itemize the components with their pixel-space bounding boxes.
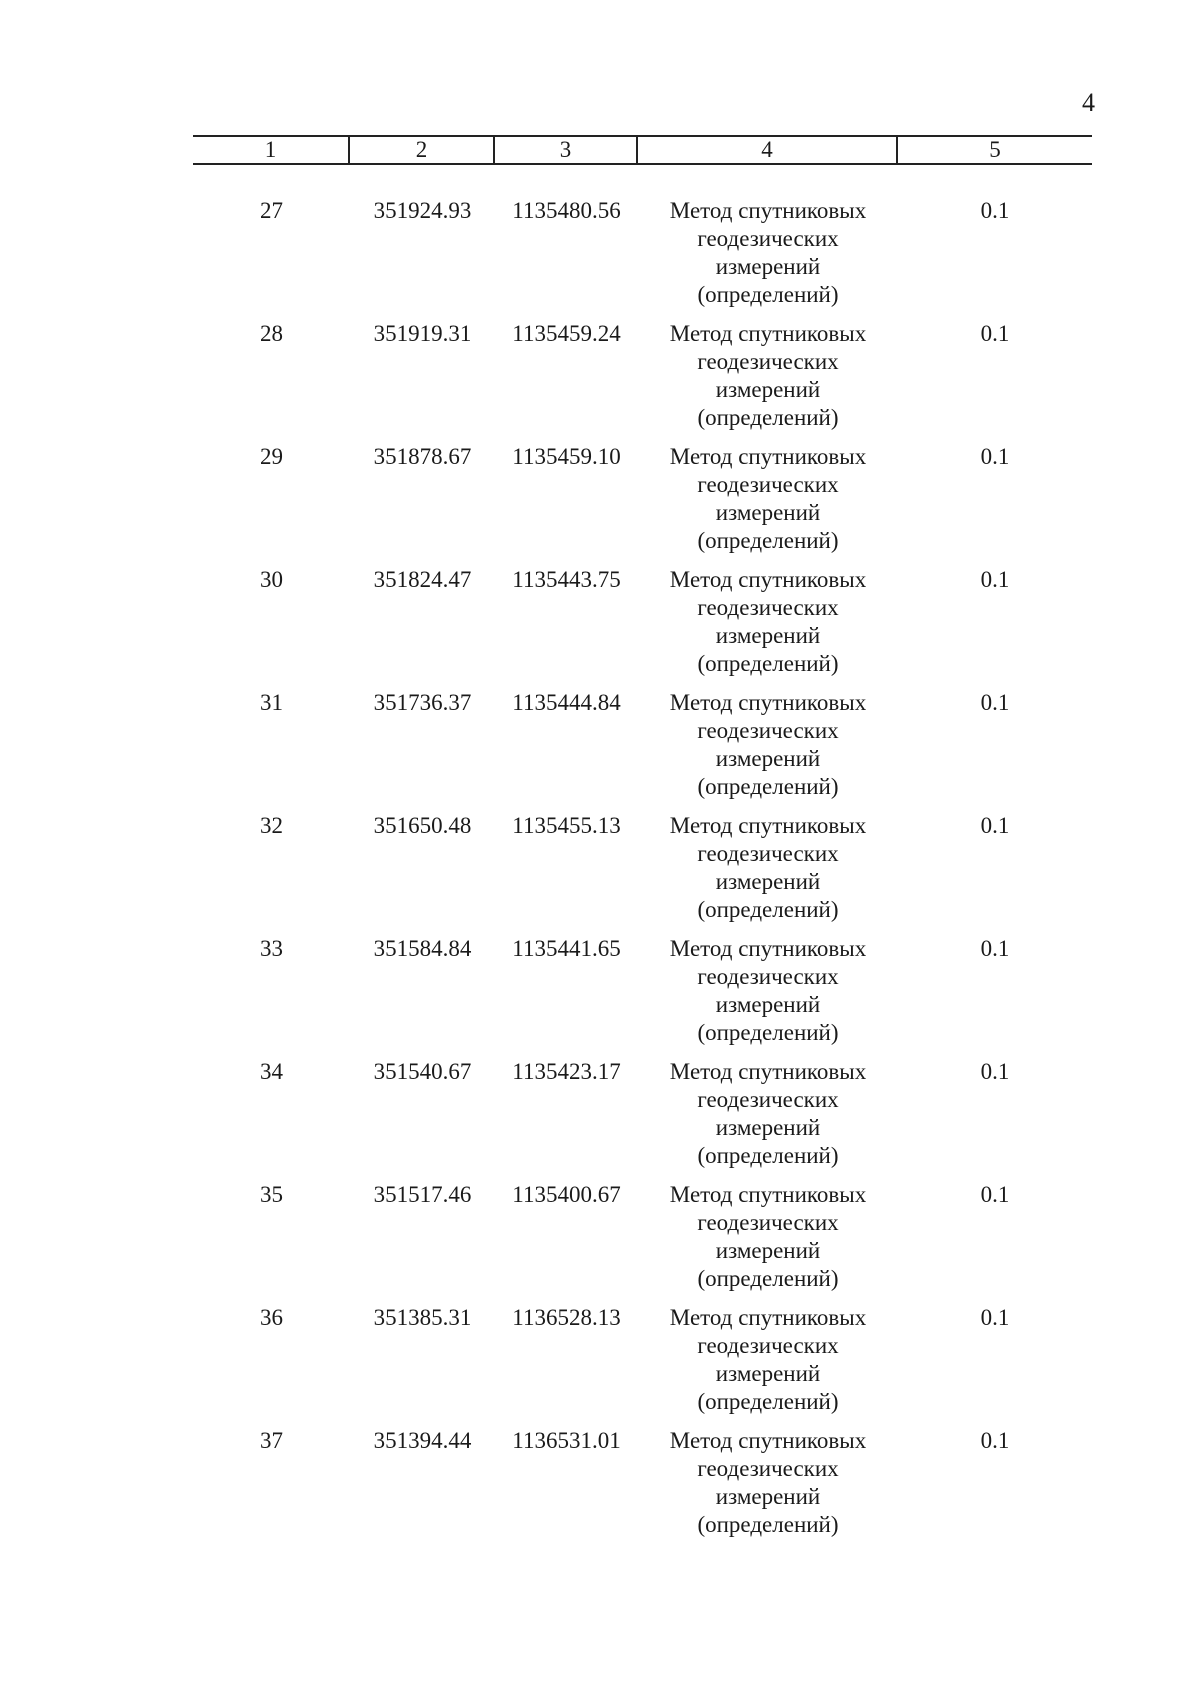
table-row — [193, 689, 1092, 812]
method-cell — [638, 566, 898, 689]
point-number: 29 — [260, 444, 283, 469]
method-line: измерений — [715, 377, 821, 402]
accuracy: 0.1 — [980, 936, 1010, 961]
method-line: измерений — [715, 500, 821, 525]
method-line: Метод спутниковых — [669, 1182, 867, 1207]
table-row — [193, 935, 1092, 1058]
coordinate-y: 1135444.84 — [512, 690, 621, 715]
method-line: геодезических — [697, 1210, 839, 1235]
method-line: (определений) — [697, 528, 839, 553]
method-line: Метод спутниковых — [669, 813, 867, 838]
method-line: измерений — [715, 992, 821, 1017]
method-line: Метод спутниковых — [669, 936, 867, 961]
method-line: измерений — [715, 623, 821, 648]
coordinate-x: 351584.84 — [373, 936, 472, 961]
method-cell — [638, 1058, 898, 1181]
coordinate-x: 351517.46 — [373, 1182, 472, 1207]
method-cell — [638, 443, 898, 566]
method-line: (определений) — [697, 774, 839, 799]
table-row — [193, 197, 1092, 320]
coordinate-y: 1136528.13 — [512, 1305, 621, 1330]
accuracy: 0.1 — [980, 1182, 1010, 1207]
table-row — [193, 1181, 1092, 1304]
coordinate-x: 351736.37 — [373, 690, 472, 715]
method-cell — [638, 197, 898, 320]
coordinate-y: 1135455.13 — [512, 813, 621, 838]
coordinate-x: 351394.44 — [373, 1428, 472, 1453]
method-cell — [638, 320, 898, 443]
method-line: измерений — [715, 1484, 821, 1509]
table-body — [193, 197, 1092, 1550]
coordinate-y: 1135400.67 — [512, 1182, 621, 1207]
method-line: геодезических — [697, 349, 839, 374]
method-line: измерений — [715, 1115, 821, 1140]
method-line: измерений — [715, 1361, 821, 1386]
method-cell — [638, 1304, 898, 1427]
method-cell — [638, 812, 898, 935]
accuracy: 0.1 — [980, 690, 1010, 715]
accuracy: 0.1 — [980, 444, 1010, 469]
coordinate-x: 351385.31 — [373, 1305, 472, 1330]
point-number: 30 — [260, 567, 283, 592]
point-number: 27 — [260, 198, 283, 223]
coordinate-x: 351540.67 — [373, 1059, 472, 1084]
coordinate-y: 1135441.65 — [512, 936, 621, 961]
table-row — [193, 812, 1092, 935]
method-cell — [638, 1427, 898, 1550]
table-row — [193, 320, 1092, 443]
method-line: геодезических — [697, 226, 839, 251]
method-line: Метод спутниковых — [669, 567, 867, 592]
method-line: геодезических — [697, 841, 839, 866]
table-header — [193, 135, 1092, 165]
coordinate-x: 351924.93 — [373, 198, 472, 223]
accuracy: 0.1 — [980, 1428, 1010, 1453]
method-line: (определений) — [697, 1389, 839, 1414]
method-line: Метод спутниковых — [669, 444, 867, 469]
method-line: (определений) — [697, 1020, 839, 1045]
method-line: Метод спутниковых — [669, 1428, 867, 1453]
accuracy: 0.1 — [980, 813, 1010, 838]
method-line: геодезических — [697, 595, 839, 620]
coordinate-x: 351878.67 — [373, 444, 472, 469]
accuracy: 0.1 — [980, 321, 1010, 346]
method-line: геодезических — [697, 1456, 839, 1481]
method-line: (определений) — [697, 897, 839, 922]
point-number: 34 — [260, 1059, 283, 1084]
method-line: (определений) — [697, 405, 839, 430]
method-line: Метод спутниковых — [669, 690, 867, 715]
method-line: Метод спутниковых — [669, 1305, 867, 1330]
method-line: (определений) — [697, 282, 839, 307]
coordinate-y: 1135480.56 — [512, 198, 621, 223]
coordinate-x: 351650.48 — [373, 813, 472, 838]
method-line: Метод спутниковых — [669, 198, 867, 223]
method-line: геодезических — [697, 718, 839, 743]
coordinate-y: 1135443.75 — [512, 567, 621, 592]
column-header-3: 3 — [495, 137, 638, 163]
method-line: измерений — [715, 746, 821, 771]
column-header-1: 1 — [193, 137, 350, 163]
method-line: геодезических — [697, 1087, 839, 1112]
column-header-5: 5 — [989, 137, 1001, 162]
method-line: Метод спутниковых — [669, 321, 867, 346]
method-line: измерений — [715, 869, 821, 894]
page-number: 4 — [1082, 88, 1095, 117]
point-number: 35 — [260, 1182, 283, 1207]
point-number: 32 — [260, 813, 283, 838]
method-line: (определений) — [697, 651, 839, 676]
coordinate-x: 351824.47 — [373, 567, 472, 592]
column-header-4: 4 — [638, 137, 898, 163]
method-line: геодезических — [697, 472, 839, 497]
table-row — [193, 443, 1092, 566]
table-row — [193, 1058, 1092, 1181]
method-line: измерений — [715, 254, 821, 279]
method-line: Метод спутниковых — [669, 1059, 867, 1084]
coordinate-y: 1135459.24 — [512, 321, 621, 346]
coordinate-y: 1135459.10 — [512, 444, 621, 469]
method-line: (определений) — [697, 1512, 839, 1537]
point-number: 37 — [260, 1428, 283, 1453]
point-number: 28 — [260, 321, 283, 346]
table-row — [193, 1304, 1092, 1427]
method-line: (определений) — [697, 1266, 839, 1291]
point-number: 31 — [260, 690, 283, 715]
method-line: (определений) — [697, 1143, 839, 1168]
point-number: 36 — [260, 1305, 283, 1330]
coordinate-y: 1136531.01 — [512, 1428, 621, 1453]
method-line: геодезических — [697, 1333, 839, 1358]
method-line: измерений — [715, 1238, 821, 1263]
coordinate-y: 1135423.17 — [512, 1059, 621, 1084]
table-row — [193, 566, 1092, 689]
accuracy: 0.1 — [980, 198, 1010, 223]
column-header-2: 2 — [350, 137, 495, 163]
table-row — [193, 1427, 1092, 1550]
method-cell — [638, 689, 898, 812]
accuracy: 0.1 — [980, 1305, 1010, 1330]
accuracy: 0.1 — [980, 1059, 1010, 1084]
method-line: геодезических — [697, 964, 839, 989]
method-cell — [638, 935, 898, 1058]
method-cell — [638, 1181, 898, 1304]
accuracy: 0.1 — [980, 567, 1010, 592]
point-number: 33 — [260, 936, 283, 961]
coordinate-x: 351919.31 — [373, 321, 472, 346]
